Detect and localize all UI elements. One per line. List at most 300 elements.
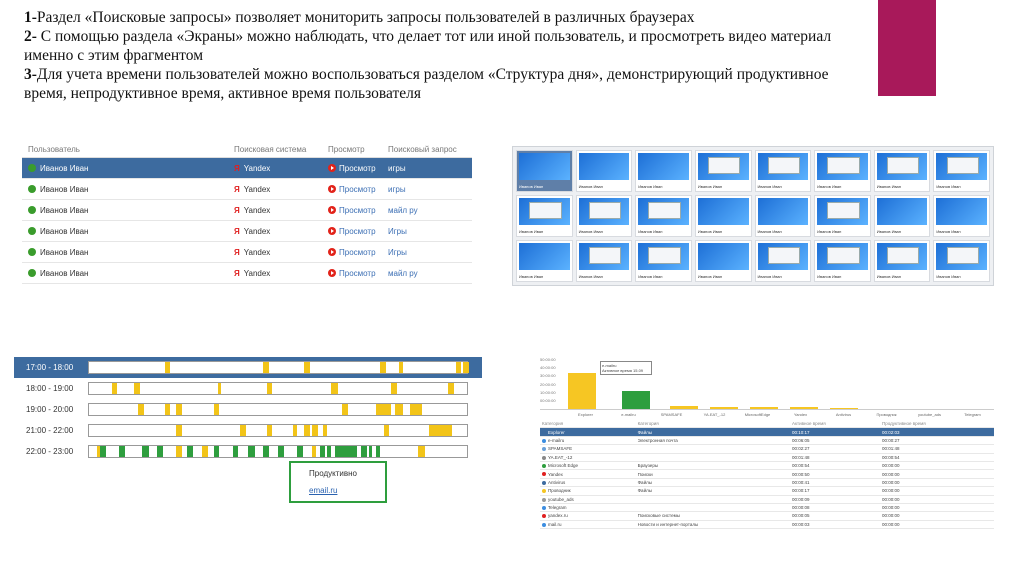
screenshot-thumbnail[interactable] bbox=[755, 150, 812, 192]
app-cell bbox=[540, 436, 636, 444]
category-cell bbox=[636, 461, 790, 469]
col-active[interactable]: Активное время bbox=[790, 420, 880, 428]
activity-segment[interactable] bbox=[218, 383, 222, 394]
activity-segment[interactable] bbox=[142, 446, 150, 457]
play-icon[interactable] bbox=[328, 185, 336, 193]
paragraph-3 bbox=[24, 65, 864, 103]
app-cell bbox=[540, 428, 636, 436]
activity-segment[interactable] bbox=[267, 383, 273, 394]
screenshot-thumbnail[interactable] bbox=[516, 195, 573, 237]
category-name: Файлы bbox=[637, 488, 652, 494]
x-tick-label: Проводник bbox=[876, 411, 897, 417]
activity-segment[interactable] bbox=[320, 446, 326, 457]
analytics-table bbox=[540, 420, 994, 529]
activity-track[interactable] bbox=[88, 445, 468, 458]
thumbnail-caption: Иванов Иван bbox=[936, 229, 961, 234]
query-cell bbox=[388, 185, 472, 194]
active-time-cell: 00:00:03 bbox=[790, 520, 880, 528]
app-icon bbox=[542, 489, 546, 493]
thumbnail-caption: Иванов Иван bbox=[817, 184, 842, 189]
view-cell[interactable] bbox=[328, 248, 388, 257]
activity-segment[interactable] bbox=[267, 425, 273, 436]
app-icon bbox=[542, 447, 546, 451]
analytics-header-row bbox=[540, 420, 994, 428]
tooltip-line-1: e-mailru bbox=[602, 363, 617, 368]
activity-segment[interactable] bbox=[100, 446, 106, 457]
activity-track[interactable] bbox=[88, 361, 468, 374]
engine-name: Yandex bbox=[243, 226, 271, 236]
yandex-icon: Я bbox=[234, 268, 240, 278]
app-cell bbox=[540, 512, 636, 520]
thumbnail-caption: Иванов Иван bbox=[876, 184, 901, 189]
user-name: Иванов Иван bbox=[40, 268, 89, 278]
activity-segment[interactable] bbox=[297, 446, 303, 457]
screenshot-thumbnail[interactable] bbox=[516, 150, 573, 192]
thumbnail-caption: Иванов Иван bbox=[697, 229, 723, 234]
screenshot-thumbnail[interactable] bbox=[814, 240, 871, 282]
activity-segment[interactable] bbox=[335, 446, 358, 457]
category-cell bbox=[636, 436, 790, 444]
paragraph-3-number: 3- bbox=[24, 66, 37, 83]
screenshot-thumbnail[interactable] bbox=[576, 240, 633, 282]
user-icon bbox=[28, 269, 36, 277]
engine-cell bbox=[234, 185, 328, 194]
active-time-cell: 00:10:17 bbox=[790, 428, 880, 436]
time-range-label: 17:00 - 18:00 bbox=[26, 363, 74, 372]
screenshot-image bbox=[936, 153, 987, 180]
app-name: Microsoft Edge bbox=[548, 463, 579, 469]
y-tick-label: 30:00:00 bbox=[540, 373, 556, 379]
analytics-row[interactable] bbox=[540, 436, 994, 444]
thumbnail-caption: Иванов Иван bbox=[757, 184, 782, 189]
screenshot-image bbox=[936, 243, 987, 270]
query-cell bbox=[388, 227, 472, 236]
category-name: Браузеры bbox=[637, 463, 659, 469]
activity-segment[interactable] bbox=[410, 404, 421, 415]
analytics-row[interactable] bbox=[540, 445, 994, 453]
analytics-row[interactable] bbox=[540, 512, 994, 520]
query-cell bbox=[388, 269, 472, 278]
play-icon[interactable] bbox=[328, 227, 336, 235]
productive-popup bbox=[289, 461, 387, 503]
activity-segment[interactable] bbox=[176, 425, 182, 436]
productive-time-cell: 00:00:27 bbox=[880, 436, 994, 444]
user-icon bbox=[28, 185, 36, 193]
view-link[interactable]: Просмотр bbox=[339, 163, 376, 173]
screenshot-image bbox=[877, 198, 928, 225]
category-cell bbox=[636, 453, 790, 461]
user-icon bbox=[28, 248, 36, 256]
app-name: e-mailru bbox=[548, 437, 565, 443]
thumbnail-caption: Иванов Иван bbox=[578, 229, 603, 234]
yandex-icon: Я bbox=[234, 184, 240, 194]
user-cell bbox=[22, 248, 234, 257]
activity-segment[interactable] bbox=[278, 446, 284, 457]
screenshot-thumbnail[interactable] bbox=[576, 150, 633, 192]
app-name: youtube_ads bbox=[548, 496, 574, 502]
category-cell bbox=[636, 495, 790, 503]
productive-time-cell: 00:00:00 bbox=[880, 470, 994, 478]
activity-segment[interactable] bbox=[384, 425, 390, 436]
app-name: Telegram bbox=[548, 505, 567, 511]
screenshot-image bbox=[758, 153, 809, 180]
app-icon bbox=[542, 430, 546, 434]
active-time-cell: 00:00:54 bbox=[790, 461, 880, 469]
activity-segment[interactable] bbox=[399, 362, 403, 373]
activity-segment[interactable] bbox=[214, 404, 220, 415]
engine-name: Yandex bbox=[243, 205, 271, 215]
screenshot-thumbnail[interactable] bbox=[576, 195, 633, 237]
query-text: игры bbox=[388, 163, 406, 173]
activity-segment[interactable] bbox=[187, 446, 193, 457]
screenshot-image bbox=[877, 243, 928, 270]
activity-segment[interactable] bbox=[391, 383, 397, 394]
x-axis-labels bbox=[564, 410, 994, 418]
app-cell bbox=[540, 453, 636, 461]
bar-spamsafe[interactable] bbox=[670, 406, 698, 409]
activity-segment[interactable] bbox=[214, 446, 220, 457]
yandex-icon: Я bbox=[234, 205, 240, 215]
activity-segment[interactable] bbox=[342, 404, 348, 415]
activity-segment[interactable] bbox=[240, 425, 246, 436]
table-row[interactable] bbox=[22, 242, 472, 263]
activity-segment[interactable] bbox=[134, 383, 140, 394]
thumbnail-caption: Иванов Иван bbox=[697, 274, 723, 279]
screenshot-image bbox=[758, 198, 809, 225]
activity-segment[interactable] bbox=[418, 446, 426, 457]
category-name: Поисковые системы bbox=[637, 513, 680, 519]
x-tick-label: youtube_ads bbox=[918, 411, 941, 417]
category-cell bbox=[636, 470, 790, 478]
table-row[interactable] bbox=[22, 158, 472, 179]
header-user[interactable]: Пользователь bbox=[28, 144, 80, 154]
productive-time-cell: 00:02:03 bbox=[880, 428, 994, 436]
bar-yandex[interactable] bbox=[790, 407, 818, 409]
activity-segment[interactable] bbox=[429, 425, 452, 436]
table-header bbox=[22, 141, 472, 158]
category-name: Поиски bbox=[637, 471, 653, 477]
y-tick-label: 50:00:00 bbox=[540, 357, 556, 362]
app-icon bbox=[542, 514, 546, 518]
paragraph-2-text: С помощью раздела «Экраны» можно наблюдать, что делает тот или иной пользователь, и просмотреть видео материал именно с этим фрагментом bbox=[24, 28, 832, 64]
screenshot-thumbnail[interactable] bbox=[814, 195, 871, 237]
screenshot-image bbox=[579, 153, 630, 180]
activity-segment[interactable] bbox=[361, 446, 367, 457]
y-tick-label: 10:00:00 bbox=[540, 389, 556, 395]
tooltip-line-2: Активное время 15.09 bbox=[602, 368, 644, 373]
screenshot-image bbox=[698, 198, 749, 225]
view-cell[interactable] bbox=[328, 206, 388, 215]
screenshot-thumbnail[interactable] bbox=[635, 195, 692, 237]
table-row[interactable] bbox=[22, 179, 472, 200]
activity-chart bbox=[540, 357, 994, 410]
screenshot-thumbnail[interactable] bbox=[933, 150, 990, 192]
user-icon bbox=[28, 164, 36, 172]
screenshot-image bbox=[579, 198, 630, 225]
user-name: Иванов Иван bbox=[40, 226, 89, 236]
user-name: Иванов Иван bbox=[40, 247, 89, 257]
screenshot-thumbnail[interactable] bbox=[874, 195, 931, 237]
screenshot-thumbnail[interactable] bbox=[874, 240, 931, 282]
user-icon bbox=[28, 206, 36, 214]
activity-segment[interactable] bbox=[112, 383, 118, 394]
app-icon bbox=[542, 472, 546, 476]
active-time-cell: 00:00:09 bbox=[790, 495, 880, 503]
screenshot-thumbnail[interactable] bbox=[874, 150, 931, 192]
activity-segment[interactable] bbox=[138, 404, 144, 415]
analytics-panel bbox=[540, 357, 994, 527]
activity-segment[interactable] bbox=[376, 404, 391, 415]
table-row[interactable] bbox=[22, 200, 472, 221]
view-cell[interactable] bbox=[328, 269, 388, 278]
category-cell bbox=[636, 487, 790, 495]
query-text: майл ру bbox=[388, 268, 418, 278]
screenshot-thumbnail[interactable] bbox=[695, 195, 752, 237]
activity-segment[interactable] bbox=[312, 446, 316, 457]
screenshot-image bbox=[698, 153, 749, 180]
screenshot-image bbox=[817, 243, 868, 270]
analytics-row[interactable] bbox=[540, 461, 994, 469]
active-time-cell: 00:01:48 bbox=[790, 453, 880, 461]
activity-segment[interactable] bbox=[119, 446, 125, 457]
bar-ya-eat[interactable] bbox=[710, 407, 738, 409]
app-name: Проводник bbox=[548, 488, 571, 494]
activity-segment[interactable] bbox=[263, 446, 269, 457]
analytics-row[interactable] bbox=[540, 520, 994, 528]
header-engine[interactable]: Поисковая система bbox=[234, 144, 307, 154]
activity-segment[interactable] bbox=[380, 362, 386, 373]
popup-link[interactable]: email.ru bbox=[309, 486, 338, 495]
user-cell bbox=[22, 185, 234, 194]
col-productive[interactable]: Продуктивное время bbox=[880, 420, 994, 428]
active-time-cell: 00:00:17 bbox=[790, 487, 880, 495]
screenshot-image bbox=[579, 243, 630, 270]
paragraph-1-number: 1- bbox=[24, 9, 37, 26]
screenshot-thumbnail[interactable] bbox=[635, 240, 692, 282]
active-time-cell: 00:00:50 bbox=[790, 470, 880, 478]
analytics-row[interactable] bbox=[540, 487, 994, 495]
screenshot-image bbox=[638, 243, 689, 270]
accent-block bbox=[878, 0, 936, 96]
productive-time-cell: 00:00:00 bbox=[880, 478, 994, 486]
app-icon bbox=[542, 523, 546, 527]
play-icon[interactable] bbox=[328, 269, 336, 277]
day-structure bbox=[14, 357, 482, 469]
activity-track[interactable] bbox=[88, 382, 468, 395]
user-cell bbox=[22, 206, 234, 215]
app-icon bbox=[542, 439, 546, 443]
category-cell bbox=[636, 512, 790, 520]
x-tick-label: e-mailru bbox=[621, 411, 636, 417]
activity-segment[interactable] bbox=[248, 446, 256, 457]
header-query[interactable]: Поисковый запрос bbox=[388, 144, 457, 154]
col-category[interactable]: Категория bbox=[636, 420, 790, 428]
activity-segment[interactable] bbox=[395, 404, 403, 415]
activity-segment[interactable] bbox=[448, 383, 454, 394]
bar-explorer[interactable] bbox=[568, 373, 596, 409]
paragraph-1 bbox=[24, 8, 864, 27]
day-row[interactable] bbox=[14, 420, 482, 441]
screenshot-image bbox=[758, 243, 809, 270]
day-row[interactable] bbox=[14, 399, 482, 420]
view-link[interactable]: Просмотр bbox=[339, 226, 376, 236]
view-link[interactable]: Просмотр bbox=[339, 268, 376, 278]
y-axis bbox=[540, 357, 562, 403]
query-cell bbox=[388, 248, 472, 257]
time-range-label: 21:00 - 22:00 bbox=[26, 426, 74, 435]
view-cell[interactable] bbox=[328, 164, 388, 173]
bar-emailru[interactable] bbox=[622, 391, 650, 409]
table-row[interactable] bbox=[22, 221, 472, 242]
x-tick-label: SPAMSAFE bbox=[660, 411, 683, 417]
paragraph-2-number: 2- bbox=[24, 28, 37, 45]
thumbnail-caption: Иванов Иван bbox=[519, 274, 544, 279]
query-text: Игры bbox=[388, 247, 407, 257]
productive-time-cell: 00:00:00 bbox=[880, 461, 994, 469]
query-text: Игры bbox=[388, 226, 407, 236]
screenshot-image bbox=[936, 198, 987, 225]
app-name: mail.ru bbox=[548, 521, 562, 527]
thumbnail-caption: Иванов Иван bbox=[817, 274, 842, 279]
screenshot-image bbox=[638, 153, 689, 180]
screenshot-image bbox=[877, 153, 928, 180]
header-view[interactable]: Просмотр bbox=[328, 144, 365, 154]
view-link[interactable]: Просмотр bbox=[339, 205, 376, 215]
analytics-row[interactable] bbox=[540, 478, 994, 486]
x-tick-label: YA.EAT_-12 bbox=[703, 411, 726, 417]
chart-tooltip bbox=[600, 361, 652, 375]
y-tick-label: 00:00:00 bbox=[540, 397, 556, 403]
paragraph-1-text: Раздел «Поисковые запросы» позволяет мониторить запросы пользователей в различных браузерах bbox=[36, 9, 695, 26]
engine-name: Yandex bbox=[243, 163, 271, 173]
engine-cell bbox=[234, 248, 328, 257]
analytics-row[interactable] bbox=[540, 428, 994, 436]
thumbnail-caption: Иванов Иван bbox=[638, 274, 663, 279]
view-link[interactable]: Просмотр bbox=[339, 247, 376, 257]
screenshot-thumbnail[interactable] bbox=[635, 150, 692, 192]
thumbnail-caption: Иванов Иван bbox=[817, 229, 842, 234]
activity-segment[interactable] bbox=[369, 446, 373, 457]
app-name: SPAMSAFE bbox=[548, 446, 573, 452]
activity-segment[interactable] bbox=[323, 425, 327, 436]
day-row[interactable] bbox=[14, 441, 482, 462]
activity-track[interactable] bbox=[88, 403, 468, 416]
user-name: Иванов Иван bbox=[40, 163, 89, 173]
thumbnail-caption: Иванов Иван bbox=[876, 229, 901, 234]
paragraph-2 bbox=[24, 27, 864, 65]
active-time-cell: 00:06:05 bbox=[790, 436, 880, 444]
view-cell[interactable] bbox=[328, 185, 388, 194]
thumbnail-caption: Иванов Иван bbox=[578, 184, 603, 189]
screenshot-image bbox=[638, 198, 689, 225]
screenshot-thumbnail[interactable] bbox=[933, 240, 990, 282]
activity-segment[interactable] bbox=[165, 404, 171, 415]
productive-time-cell: 00:00:00 bbox=[880, 487, 994, 495]
activity-track[interactable] bbox=[88, 424, 468, 437]
app-name: YA.EAT_-12 bbox=[548, 454, 573, 460]
screens-grid bbox=[512, 146, 994, 286]
view-link[interactable]: Просмотр bbox=[339, 184, 376, 194]
active-time-cell: 00:00:41 bbox=[790, 478, 880, 486]
table-row[interactable] bbox=[22, 263, 472, 284]
screenshot-thumbnail[interactable] bbox=[755, 240, 812, 282]
category-cell bbox=[636, 428, 790, 436]
activity-segment[interactable] bbox=[327, 446, 331, 457]
bar-antivirus[interactable] bbox=[830, 408, 858, 409]
activity-segment[interactable] bbox=[293, 425, 297, 436]
activity-segment[interactable] bbox=[456, 362, 462, 373]
category-cell bbox=[636, 478, 790, 486]
play-icon[interactable] bbox=[328, 248, 336, 256]
thumbnail-caption: Иванов Иван bbox=[638, 229, 663, 234]
activity-segment[interactable] bbox=[176, 404, 182, 415]
time-range-label: 19:00 - 20:00 bbox=[26, 405, 74, 414]
day-row[interactable] bbox=[14, 378, 482, 399]
app-cell bbox=[540, 470, 636, 478]
screenshot-thumbnail[interactable] bbox=[695, 150, 752, 192]
yandex-icon: Я bbox=[234, 247, 240, 257]
activity-segment[interactable] bbox=[157, 446, 163, 457]
activity-segment[interactable] bbox=[304, 362, 310, 373]
app-cell bbox=[540, 503, 636, 511]
search-queries-table bbox=[22, 141, 472, 284]
activity-segment[interactable] bbox=[312, 425, 318, 436]
activity-segment[interactable] bbox=[304, 425, 310, 436]
view-cell[interactable] bbox=[328, 227, 388, 236]
app-cell bbox=[540, 478, 636, 486]
app-cell bbox=[540, 445, 636, 453]
screenshot-thumbnail[interactable] bbox=[814, 150, 871, 192]
category-cell bbox=[636, 445, 790, 453]
x-tick-label: MicrosoftEdge bbox=[744, 411, 771, 417]
activity-segment[interactable] bbox=[202, 446, 208, 457]
activity-segment[interactable] bbox=[176, 446, 182, 457]
app-icon bbox=[542, 506, 546, 510]
app-cell bbox=[540, 520, 636, 528]
activity-segment[interactable] bbox=[331, 383, 339, 394]
thumbnail-caption: Иванов Иван bbox=[697, 184, 723, 189]
play-icon[interactable] bbox=[328, 164, 336, 172]
bar-edge[interactable] bbox=[750, 407, 778, 409]
screenshot-thumbnail[interactable] bbox=[516, 240, 573, 282]
y-tick-label: 20:00:00 bbox=[540, 381, 556, 387]
paragraph-3-text: Для учета времени пользователей можно воспользоваться разделом «Структура дня», демонстрирующий продуктивное время, непродуктивное время, активное время пользователя bbox=[24, 66, 829, 102]
activity-segment[interactable] bbox=[376, 446, 380, 457]
day-row[interactable] bbox=[14, 357, 482, 378]
col-app[interactable]: Категория bbox=[540, 420, 636, 428]
analytics-row[interactable] bbox=[540, 453, 994, 461]
screenshot-thumbnail[interactable] bbox=[695, 240, 752, 282]
screenshot-image bbox=[519, 153, 570, 180]
activity-segment[interactable] bbox=[263, 362, 269, 373]
screenshot-thumbnail[interactable] bbox=[933, 195, 990, 237]
analytics-row[interactable] bbox=[540, 503, 994, 511]
play-icon[interactable] bbox=[328, 206, 336, 214]
time-range-label: 18:00 - 19:00 bbox=[26, 384, 74, 393]
user-cell bbox=[22, 164, 234, 173]
analytics-row[interactable] bbox=[540, 470, 994, 478]
x-tick-label: Telegram bbox=[964, 411, 981, 417]
engine-name: Yandex bbox=[243, 268, 271, 278]
activity-segment[interactable] bbox=[233, 446, 239, 457]
active-time-cell: 00:00:08 bbox=[790, 503, 880, 511]
screenshot-thumbnail[interactable] bbox=[755, 195, 812, 237]
user-name: Иванов Иван bbox=[40, 205, 89, 215]
analytics-row[interactable] bbox=[540, 495, 994, 503]
activity-segment[interactable] bbox=[463, 362, 469, 373]
activity-segment[interactable] bbox=[165, 362, 171, 373]
thumbnail-caption: Иванов Иван bbox=[757, 274, 782, 279]
